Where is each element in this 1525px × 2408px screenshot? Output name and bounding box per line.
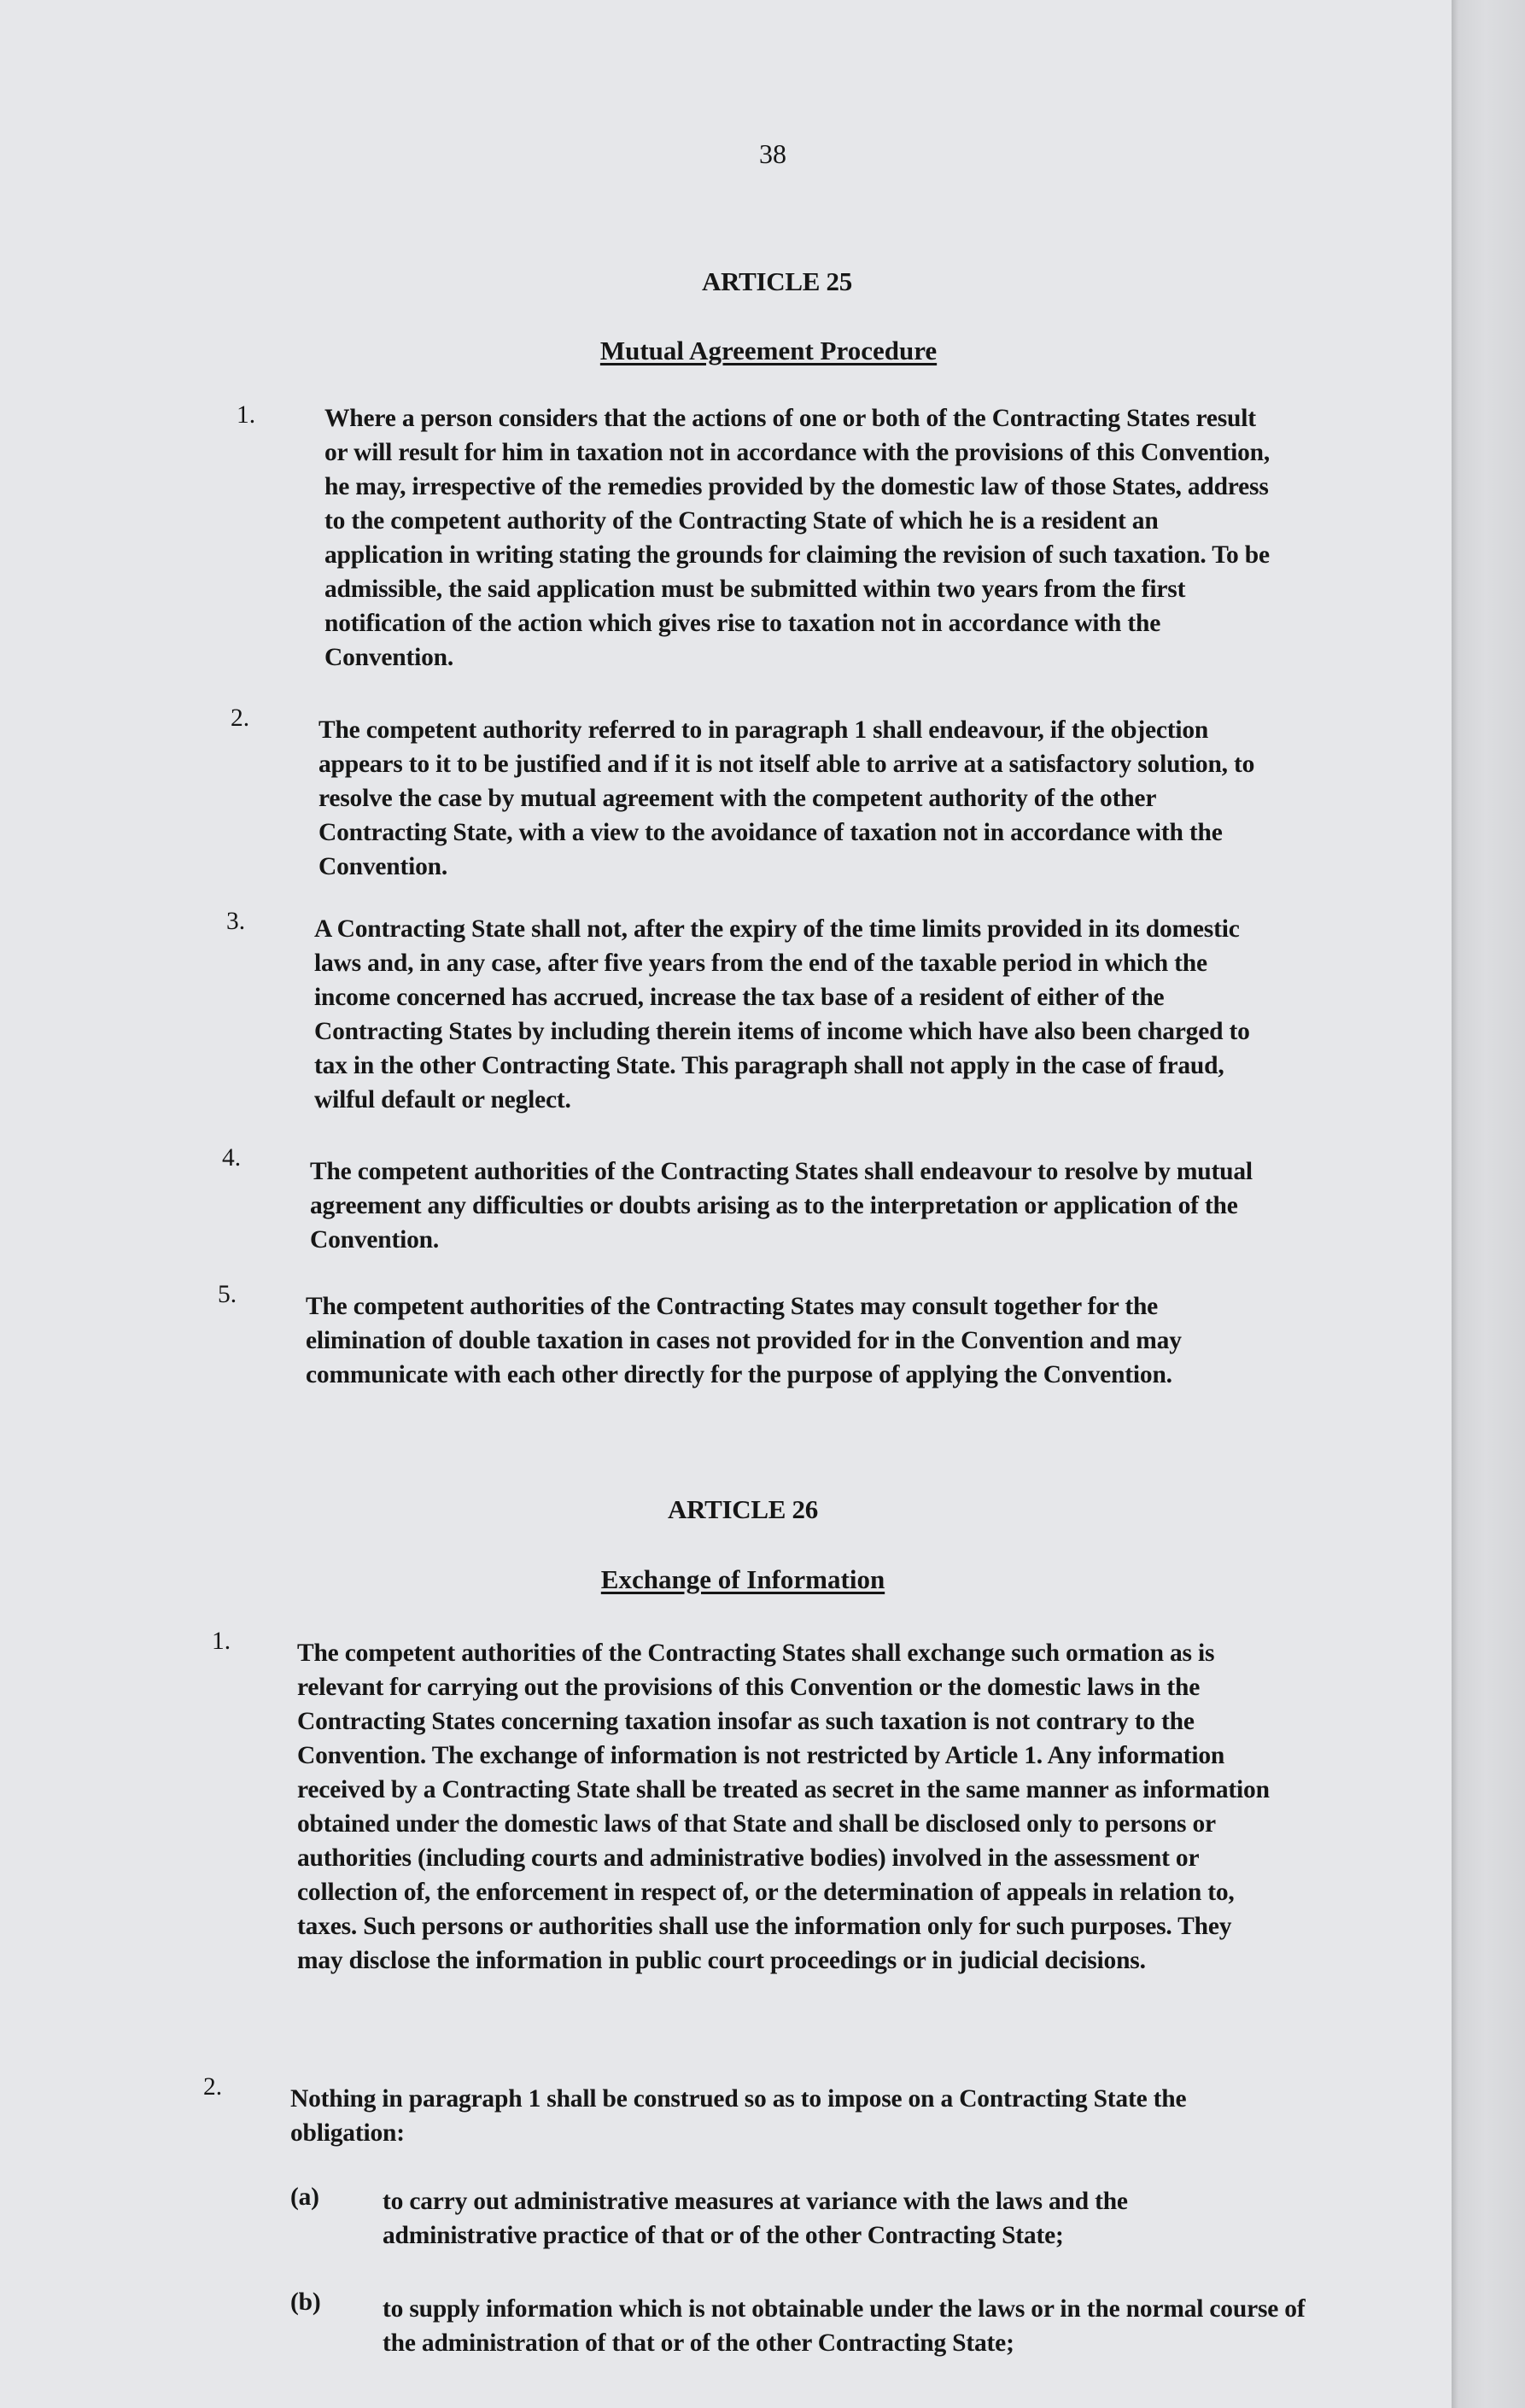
subitem-label: (a) (290, 2183, 319, 2211)
subitem-text: to carry out administrative measures at variance with the laws and the administrative practice of that or of the other Contracting State; (383, 2188, 1128, 2249)
paragraph-text: Where a person considers that the actions of one or both of the Contracting States result or will result for him in taxation not in accordance with the provisions of this Convention, he may, irrespective of the remedies provided by the domestic law of those States, address to the competent authority of the Contracting State of which he is a resident an application in writing stating the grounds for claiming the revision of such taxation. To be admissible, the said application must be submitted within two years from the first notification of the action which gives rise to taxation not in accordance with the Convention. (324, 405, 1271, 671)
paragraph-number: 4. (222, 1144, 242, 1172)
article-25-heading: ARTICLE 25 (702, 266, 852, 296)
paragraph-text: The competent authorities of the Contracting States shall endeavour to resolve by mutual agreement any difficulties or doubts arising as to the interpretation or application of the Convention. (310, 1158, 1253, 1254)
article-25-subheading: Mutual Agreement Procedure (599, 336, 938, 365)
paragraph-number: 5. (218, 1281, 237, 1308)
paragraph-text: Nothing in paragraph 1 shall be construed so as to impose on a Contracting State the obligation: (290, 2085, 1187, 2147)
page-number: 38 (759, 138, 786, 169)
article-26-heading: ARTICLE 26 (668, 1494, 818, 1524)
paragraph-number: 2. (231, 704, 250, 732)
paragraph-text: The competent authority referred to in paragraph 1 shall endeavour, if the objection appears to it to be justified and if it is not itself able to arrive at a satisfactory solution, to resolve the case by mutual agreement with the competent authority of the other Contracting State, with a view to the avoidance of taxation not in accordance with the Convention. (318, 716, 1255, 880)
paragraph-text: The competent authorities of the Contracting States shall exchange such ormation as is relevant for carrying out the provisions of this Convention or the domestic laws in the Contracting States concerning taxation insofar as such taxation is not contrary to the Convention. The exchange of information is not restricted by Article 1. Any information received by a Contracting State shall be treated as secret in the same manner as information obtained under the domestic laws of that State and shall be disclosed only to persons or authorities (including courts and administrative bodies) involved in the assessment or collection of, the enforcement in respect of, or the determination of appeals in relation to, taxes. Such persons or authorities shall use the information only for such purposes. They may disclose the information in public court proceedings or in judicial decisions. (297, 1639, 1270, 1974)
paragraph-text: The competent authorities of the Contracting States may consult together for the elimination of double taxation in cases not provided for in the Convention and may communicate with each other directly for the purpose of applying the Convention. (306, 1293, 1182, 1388)
paragraph-text: A Contracting State shall not, after the expiry of the time limits provided in its domestic laws and, in any case, after five years from the end of the taxable period in which the income concerned has accrued, increase the tax base of a resident of either of the Contracting States by including therein items of income which have also been charged to tax in the other Contracting State. This paragraph shall not apply in the case of fraud, wilful default or neglect. (314, 915, 1250, 1113)
page-edge (1452, 0, 1525, 2408)
subitem-text: to supply information which is not obtainable under the laws or in the normal course of the administration of that or of the other Contracting State; (383, 2295, 1306, 2357)
paragraph-number: 1. (212, 1628, 231, 1655)
paragraph-number: 3. (226, 908, 246, 935)
paragraph-number: 1. (237, 401, 256, 429)
article-26-subheading: Exchange of Information (600, 1564, 885, 1594)
subitem-label: (b) (290, 2288, 321, 2316)
paragraph-number: 2. (203, 2073, 223, 2101)
